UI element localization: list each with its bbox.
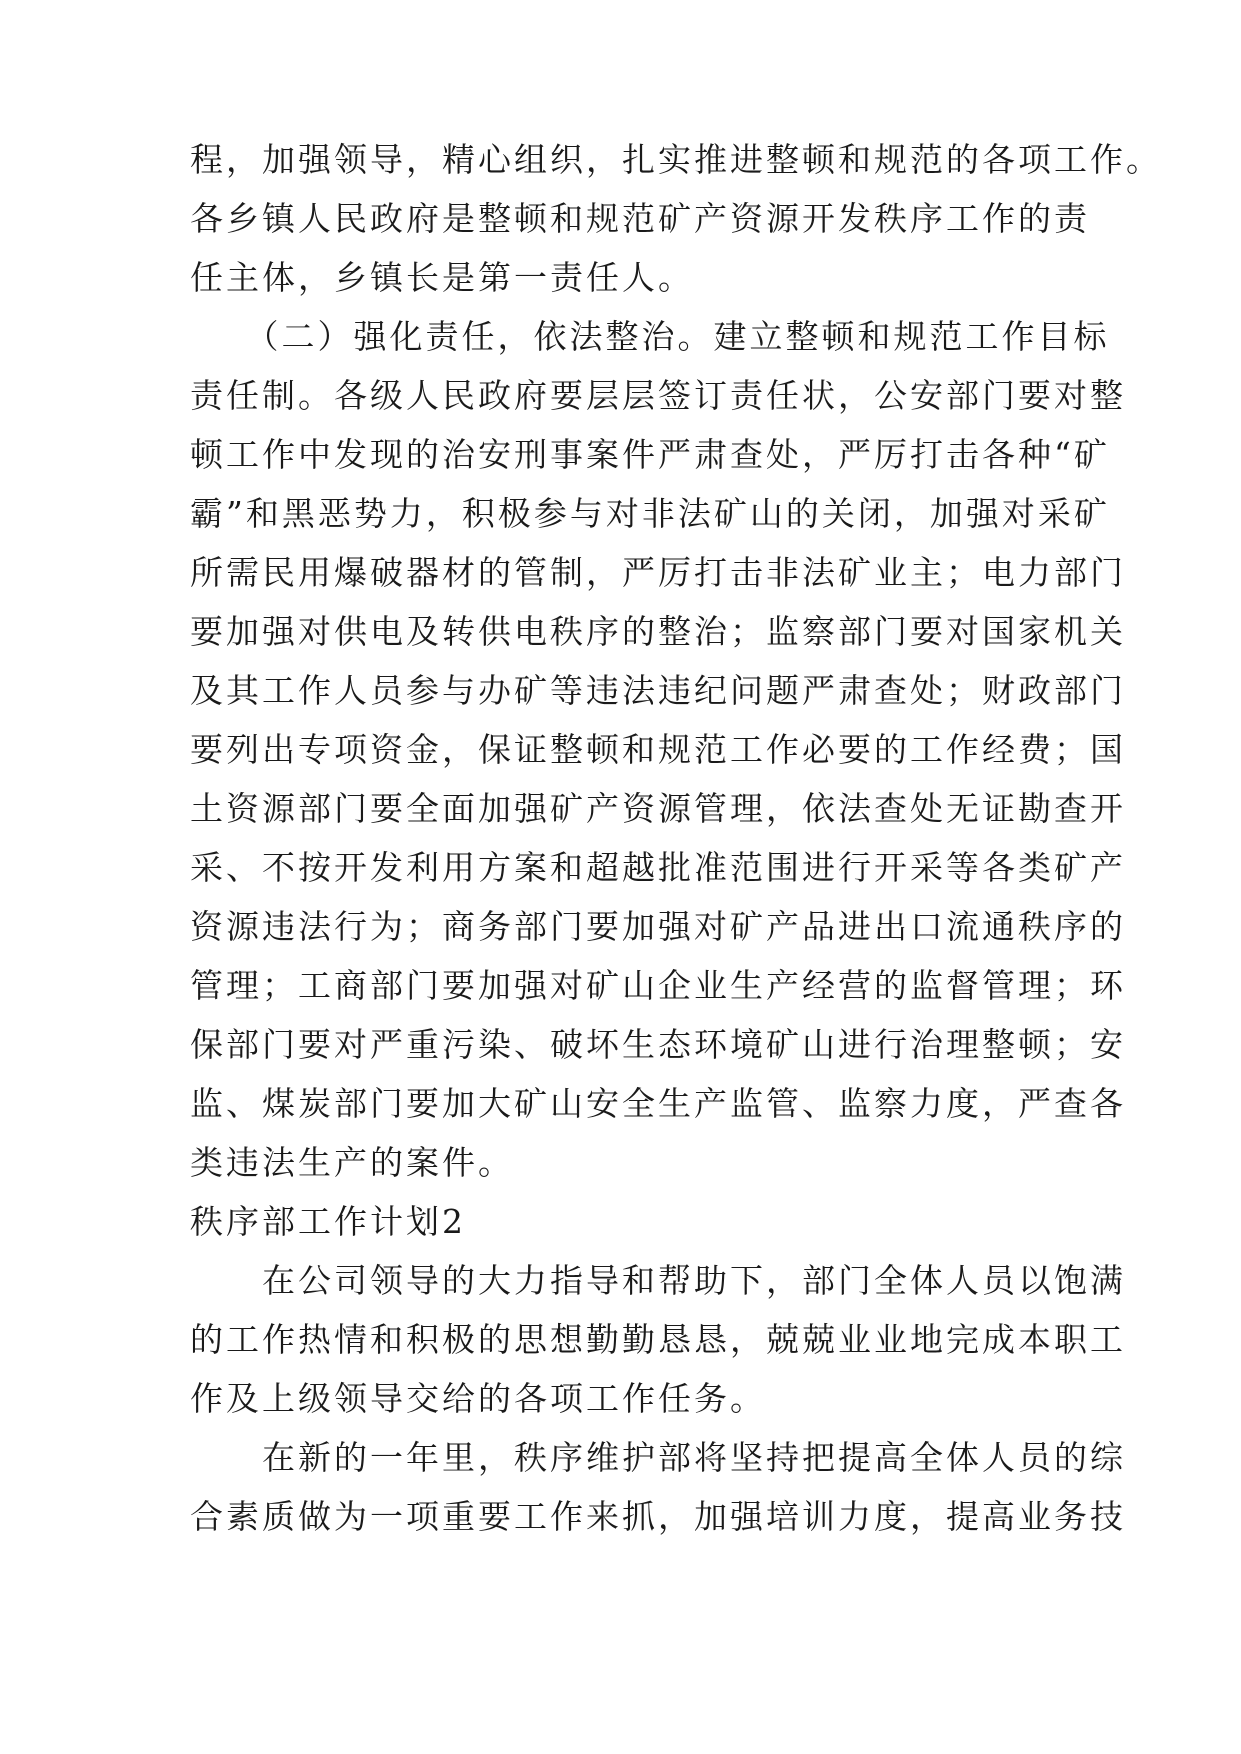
text-line: 类违法生产的案件。 <box>190 1143 514 1182</box>
section-heading-line: （二）强化责任，依法整治。建立整顿和规范工作目标 <box>190 317 1110 356</box>
text-line: 合素质做为一项重要工作来抓，加强培训力度，提高业务技 <box>190 1497 1126 1536</box>
text-line: 作及上级领导交给的各项工作任务。 <box>190 1379 766 1418</box>
text-line: 要加强对供电及转供电秩序的整治；监察部门要对国家机关 <box>190 612 1126 651</box>
text-line: 管理；工商部门要加强对矿山企业生产经营的监督管理；环 <box>190 966 1126 1005</box>
text-line: 土资源部门要全面加强矿产资源管理，依法查处无证勘查开 <box>190 789 1126 828</box>
text-line: 程，加强领导，精心组织，扎实推进整顿和规范的各项工作。 <box>190 140 1162 179</box>
text-line: 要列出专项资金，保证整顿和规范工作必要的工作经费；国 <box>190 730 1126 769</box>
text-line: 霸”和黑恶势力，积极参与对非法矿山的关闭，加强对采矿 <box>190 494 1110 533</box>
text-line: 在新的一年里，秩序维护部将坚持把提高全体人员的综 <box>190 1438 1126 1477</box>
text-line: 任主体，乡镇长是第一责任人。 <box>190 258 694 297</box>
text-line: 责任制。各级人民政府要层层签订责任状，公安部门要对整 <box>190 376 1126 415</box>
text-line: 的工作热情和积极的思想勤勤恳恳，兢兢业业地完成本职工 <box>190 1320 1126 1359</box>
text-line: 监、煤炭部门要加大矿山安全生产监管、监察力度，严查各 <box>190 1084 1126 1123</box>
text-line: 在公司领导的大力指导和帮助下，部门全体人员以饱满 <box>190 1261 1126 1300</box>
text-line: 采、不按开发利用方案和超越批准范围进行开采等各类矿产 <box>190 848 1126 887</box>
document-body <box>190 130 1162 1546</box>
text-line: 保部门要对严重污染、破坏生态环境矿山进行治理整顿；安 <box>190 1025 1126 1064</box>
text-line: 及其工作人员参与办矿等违法违纪问题严肃查处；财政部门 <box>190 671 1126 710</box>
text-line: 资源违法行为；商务部门要加强对矿产品进出口流通秩序的 <box>190 907 1126 946</box>
text-line: 所需民用爆破器材的管制，严厉打击非法矿业主；电力部门 <box>190 553 1126 592</box>
document-title-line: 秩序部工作计划2 <box>190 1202 466 1241</box>
text-line: 顿工作中发现的治安刑事案件严肃查处，严厉打击各种“矿 <box>190 435 1110 474</box>
text-line: 各乡镇人民政府是整顿和规范矿产资源开发秩序工作的责 <box>190 199 1090 238</box>
